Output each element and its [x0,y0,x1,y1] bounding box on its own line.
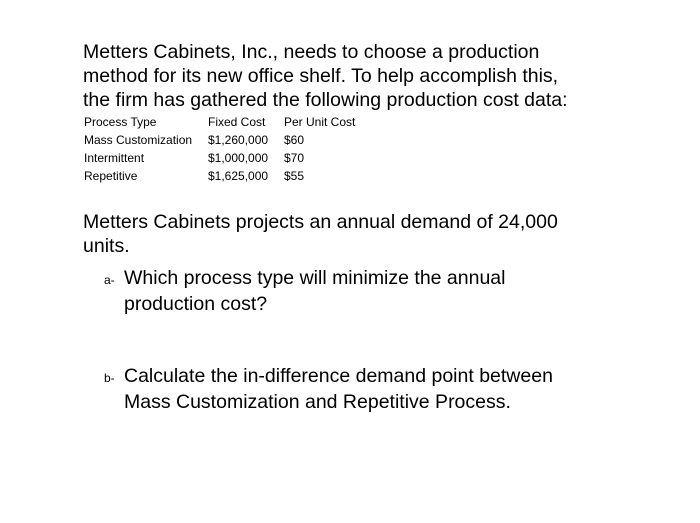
table-row [84,149,355,167]
question-text-line: Mass Customization and Repetitive Process. [124,391,511,413]
table-row [84,167,355,185]
header-per-unit-cost: Per Unit Cost [284,115,356,129]
question-b [104,364,664,414]
question-a [104,266,664,316]
demand-line: units. [83,235,130,257]
intro-paragraph [83,40,683,112]
cell-process-type: Intermittent [84,151,145,165]
cell-per-unit-cost: $55 [284,169,305,183]
cell-fixed-cost: $1,000,000 [208,151,269,165]
question-text-line: production cost? [124,293,268,315]
cell-per-unit-cost: $60 [284,133,305,147]
question-text-line: Which process type will minimize the annual [124,267,506,289]
production-cost-table [84,113,355,185]
cell-process-type: Mass Customization [84,133,193,147]
table-row [84,131,355,149]
cell-fixed-cost: $1,260,000 [208,133,269,147]
intro-line: method for its new office shelf. To help accomplish this, [83,65,559,87]
cell-process-type: Repetitive [84,169,138,183]
demand-line: Metters Cabinets projects an annual demand of 24,000 [83,211,558,233]
cell-fixed-cost: $1,625,000 [208,169,269,183]
table-header-row [84,113,355,131]
question-text-line: Calculate the in-difference demand point between [124,365,553,387]
header-fixed-cost: Fixed Cost [208,115,266,129]
question-marker: b- [104,371,115,385]
intro-line: the firm has gathered the following production cost data: [83,89,568,111]
intro-line: Metters Cabinets, Inc., needs to choose a production [83,41,540,63]
cell-per-unit-cost: $70 [284,151,305,165]
header-process-type: Process Type [84,115,157,129]
question-marker: a- [104,273,115,287]
demand-paragraph [83,210,683,258]
